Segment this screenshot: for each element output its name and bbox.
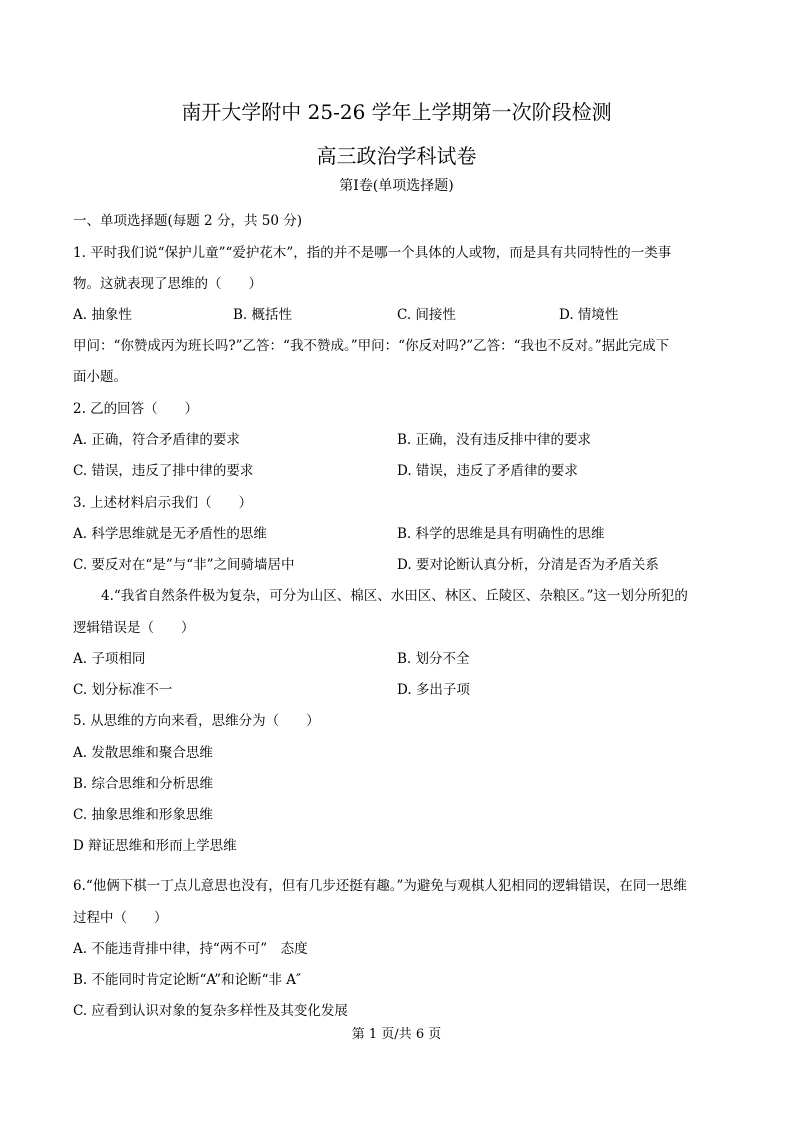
question-4-option-b: B. 划分不全 bbox=[397, 651, 470, 667]
question-3-option-d: D. 要对论断认真分析，分清是否为矛盾关系 bbox=[397, 557, 659, 573]
question-6-option-b: B. 不能同时肯定论断“A”和论断“非 A″ bbox=[73, 972, 302, 988]
question-5-option-c: C. 抽象思维和形象思维 bbox=[73, 807, 213, 823]
question-5-stem: 5. 从思维的方向来看，思维分为（ ） bbox=[73, 713, 320, 729]
question-5-option-b: B. 综合思维和分析思维 bbox=[73, 776, 214, 792]
question-6-stem-line1: 6.“他俩下棋一丁点儿意思也没有，但有几步还挺有趣。”为避免与观棋人犯相同的逻辑错误，在同一思维 bbox=[73, 878, 687, 894]
question-2-option-c: C. 错误，违反了排中律的要求 bbox=[73, 463, 254, 479]
part-heading: 一、单项选择题(每题 2 分，共 50 分) bbox=[73, 213, 302, 229]
question-6-option-a: A. 不能违背排中律，持“两不可” 态度 bbox=[73, 941, 308, 957]
question-6-option-c: C. 应看到认识对象的复杂多样性及其变化发展 bbox=[73, 1003, 348, 1019]
question-5-option-a: A. 发散思维和聚合思维 bbox=[73, 745, 213, 761]
question-4-stem-line1: 4.“我省自然条件极为复杂，可分为山区、棉区、水田区、林区、丘陵区、杂粮区。”这一划分所犯的 bbox=[101, 588, 688, 604]
question-3-option-c: C. 要反对在“是”与“非”之间骑墙居中 bbox=[73, 557, 295, 573]
page-number: 第 1 页/共 6 页 bbox=[351, 1027, 442, 1042]
section-title: 第Ⅰ卷(单项选择题) bbox=[339, 178, 454, 194]
question-4-stem-line2: 逻辑错误是（ ） bbox=[73, 620, 195, 636]
question-4-option-a: A. 子项相同 bbox=[73, 651, 146, 667]
question-3-option-b: B. 科学的思维是具有明确性的思维 bbox=[397, 526, 605, 542]
question-2-stem: 2. 乙的回答（ ） bbox=[73, 401, 199, 417]
material-line2: 面小题。 bbox=[73, 369, 127, 385]
question-2-option-d: D. 错误，违反了矛盾律的要求 bbox=[397, 463, 578, 479]
question-4-option-d: D. 多出子项 bbox=[397, 682, 470, 698]
question-1-stem-line1: 1. 平时我们说“保护儿童”“爱护花木”，指的并不是哪一个具体的人或物，而是具有共同特性的一类事 bbox=[73, 245, 672, 261]
question-1-stem-line2: 物。这就表现了思维的（ ） bbox=[73, 276, 262, 292]
question-1-option-b: B. 概括性 bbox=[233, 307, 293, 323]
question-1-option-d: D. 情境性 bbox=[559, 307, 619, 323]
material-line1: 甲问：“你赞成丙为班长吗?”乙答：“我不赞成。”甲问：“你反对吗?”乙答：“我也不反对。”据此完成下 bbox=[73, 338, 670, 354]
question-2-option-a: A. 正确，符合矛盾律的要求 bbox=[73, 432, 240, 448]
exam-title: 南开大学附中 25-26 学年上学期第一次阶段检测 bbox=[181, 100, 612, 124]
question-1-option-c: C. 间接性 bbox=[397, 307, 456, 323]
question-3-option-a: A. 科学思维就是无矛盾性的思维 bbox=[73, 526, 267, 542]
question-2-option-b: B. 正确，没有违反排中律的要求 bbox=[397, 432, 592, 448]
exam-subject-title: 高三政治学科试卷 bbox=[316, 144, 477, 168]
question-5-option-d: D 辩证思维和形而上学思维 bbox=[73, 838, 237, 854]
question-1-option-a: A. 抽象性 bbox=[73, 307, 132, 323]
question-6-stem-line2: 过程中（ ） bbox=[73, 910, 168, 926]
question-4-option-c: C. 划分标准不一 bbox=[73, 682, 173, 698]
question-3-stem: 3. 上述材料启示我们（ ） bbox=[73, 495, 253, 511]
